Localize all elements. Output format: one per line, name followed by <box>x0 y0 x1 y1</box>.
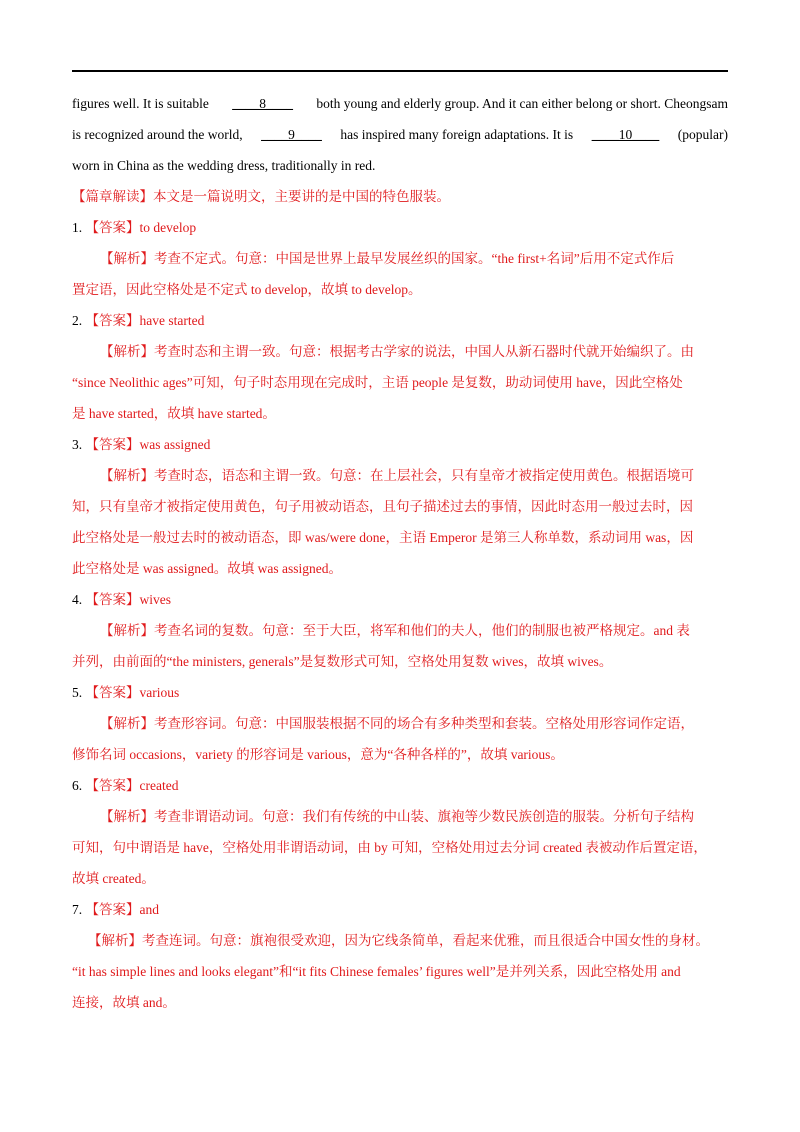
answer-tag: 【答案】 <box>85 437 140 452</box>
answer-item-7 <box>72 894 728 925</box>
explanation-line: 是 have started，故填 have started。 <box>72 406 276 421</box>
explanation-6 <box>72 801 728 894</box>
explanation-line: 可知，句中谓语是 have，空格处用非谓语动词，由 by 可知，空格处用过去分词 created 表被动作后置定语， <box>72 840 707 855</box>
answer-text: wives <box>139 592 171 607</box>
item-number: 7. <box>72 902 83 917</box>
explanation-line: 【解析】考查形容词。句意：中国服装根据不同的场合有多种类型和套装。空格处用形容词作定语， <box>100 716 694 731</box>
answer-header <box>72 770 728 801</box>
answer-text: was assigned <box>139 437 211 452</box>
explanation-2 <box>72 336 728 429</box>
answer-item-1 <box>72 212 728 243</box>
explanation-line: 【解析】考查不定式。句意：中国是世界上最早发展丝织的国家。“the first+名词”后用不定式作后 <box>100 251 675 266</box>
explanation-1 <box>72 243 728 305</box>
item-number: 6. <box>72 778 83 793</box>
answer-text: various <box>139 685 180 700</box>
answer-item-6 <box>72 770 728 801</box>
explanation-line: 此空格处是一般过去时的被动语态，即 was/were done，主语 Emperor 是第三人称单数，系动词用 was，因 <box>72 530 694 545</box>
answer-text: created <box>139 778 179 793</box>
explanation-line: “since Neolithic ages”可知，句子时态用现在完成时，主语 people 是复数，助动词使用 have，因此空格处 <box>72 375 683 390</box>
explanation-line: 并列，由前面的“the ministers, generals”是复数形式可知，空格处用复数 wives，故填 wives。 <box>72 654 613 669</box>
blank-8: ____8____ <box>232 96 293 111</box>
passage-text: has inspired many foreign adaptations. It is <box>340 127 574 142</box>
answer-tag: 【答案】 <box>85 592 140 607</box>
answer-header <box>72 584 728 615</box>
answer-item-2 <box>72 305 728 336</box>
passage-text: is recognized around the world, <box>72 127 243 142</box>
explanation-line: 【解析】考查时态，语态和主谓一致。句意：在上层社会，只有皇帝才被指定使用黄色。根据语境可 <box>100 468 694 483</box>
explanation-line: 知，只有皇帝才被指定使用黄色，句子用被动语态，且句子描述过去的事情，因此时态用一般过去时，因 <box>72 499 693 514</box>
answer-tag: 【答案】 <box>85 902 140 917</box>
item-number: 4. <box>72 592 83 607</box>
answer-item-5 <box>72 677 728 708</box>
answer-text: and <box>139 902 159 917</box>
passage <box>72 88 728 181</box>
passage-text: (popular) <box>677 127 728 142</box>
explanation-line: 修饰名词 occasions，variety 的形容词是 various，意为“各种各样的”，故填 various。 <box>72 747 564 762</box>
answer-item-4 <box>72 584 728 615</box>
explanation-line: 置定语，因此空格处是不定式 to develop，故填 to develop。 <box>72 282 422 297</box>
passage-line-3: worn in China as the wedding dress, traditionally in red. <box>72 158 376 173</box>
answer-tag: 【答案】 <box>85 220 140 235</box>
item-number: 5. <box>72 685 83 700</box>
explanation-3 <box>72 460 728 584</box>
explanation-4 <box>72 615 728 677</box>
answer-text: have started <box>139 313 205 328</box>
explanation-5 <box>72 708 728 770</box>
answer-header <box>72 677 728 708</box>
explanation-line: 此空格处是 was assigned。故填 was assigned。 <box>72 561 342 576</box>
explanation-line: 故填 created。 <box>72 871 155 886</box>
item-number: 2. <box>72 313 83 328</box>
answer-tag: 【答案】 <box>85 778 140 793</box>
answer-text: to develop <box>139 220 197 235</box>
explanation-line: 【解析】考查时态和主谓一致。句意：根据考古学家的说法，中国人从新石器时代就开始编织了。由 <box>100 344 694 359</box>
blank-9: ____9____ <box>261 127 322 142</box>
item-number: 3. <box>72 437 83 452</box>
passage-text: figures well. It is suitable <box>72 96 209 111</box>
article-overview: 【篇章解读】本文是一篇说明文，主要讲的是中国的特色服装。 <box>72 189 450 204</box>
answer-tag: 【答案】 <box>85 685 140 700</box>
passage-line-2 <box>72 119 728 150</box>
answer-tag: 【答案】 <box>85 313 140 328</box>
top-rule <box>72 70 728 72</box>
explanation-7 <box>72 925 728 1018</box>
explanation-line: 连接，故填 and。 <box>72 995 176 1010</box>
explanation-line: 【解析】考查连词。句意：旗袍很受欢迎，因为它线条简单，看起来优雅，而且很适合中国女性的身材。 <box>88 933 709 948</box>
explanation-line: “it has simple lines and looks elegant”和“it fits Chinese females’ figures well”是并列关系，因此空格处用 and <box>72 964 681 979</box>
item-number: 1. <box>72 220 83 235</box>
answer-header <box>72 212 728 243</box>
answer-header <box>72 429 728 460</box>
explanation-line: 【解析】考查非谓语动词。句意：我们有传统的中山装、旗袍等少数民族创造的服装。分析句子结构 <box>100 809 694 824</box>
passage-line-1 <box>72 88 728 119</box>
explanation-line: 【解析】考查名词的复数。句意：至于大臣，将军和他们的夫人，他们的制服也被严格规定。and 表 <box>100 623 690 638</box>
answer-item-3 <box>72 429 728 460</box>
answer-header <box>72 305 728 336</box>
answer-header <box>72 894 728 925</box>
blank-10: ____10____ <box>591 127 660 142</box>
passage-text: both young and elderly group. And it can either belong or short. Cheongsam <box>316 96 728 111</box>
